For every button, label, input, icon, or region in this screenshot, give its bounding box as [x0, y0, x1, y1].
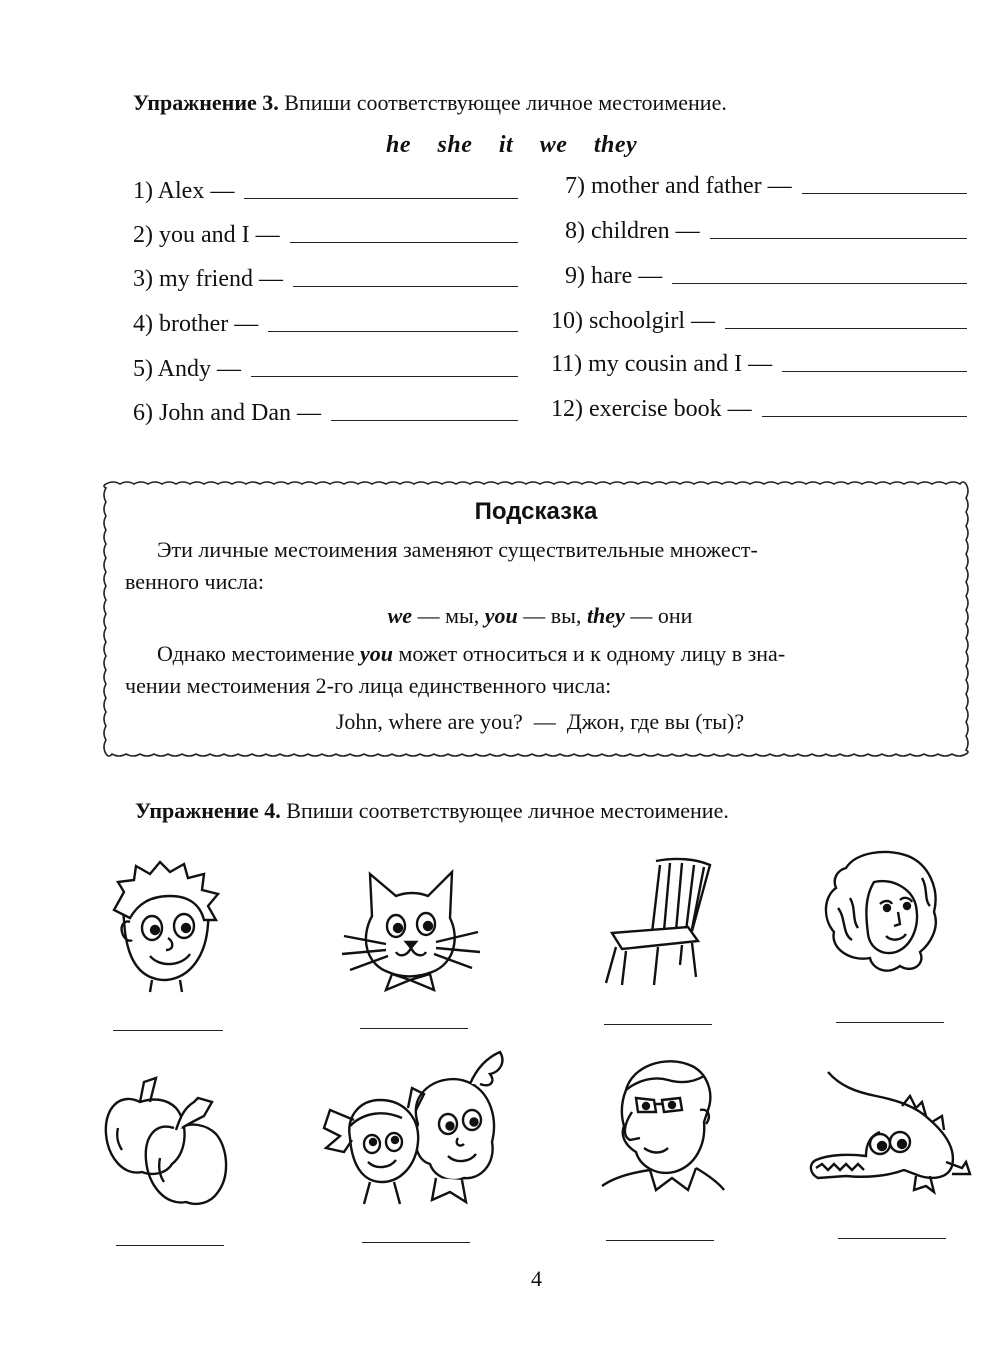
apples-picture	[100, 1072, 232, 1212]
hint-para2-line1	[125, 638, 955, 670]
ex3-item-label: 12) exercise book —	[551, 396, 752, 422]
answer-line[interactable]	[331, 420, 518, 421]
exercise4-title	[135, 798, 729, 824]
girls-picture	[320, 1048, 510, 1213]
ex3-item-10	[551, 308, 967, 335]
woman-picture	[816, 848, 946, 983]
ex3-item-label: 6) John and Dan —	[133, 400, 321, 426]
pronoun-it: it	[498, 132, 514, 158]
answer-line[interactable]	[290, 242, 518, 243]
man-picture	[596, 1050, 726, 1195]
answer-line[interactable]	[672, 283, 967, 284]
ex3-item-label: 3) my friend —	[133, 266, 283, 292]
pronoun-he: he	[386, 132, 411, 158]
boy-picture	[100, 860, 230, 995]
ex3-item-label: 11) my cousin and I —	[551, 351, 773, 377]
hint-para2-line2: чении местоимения 2-го лица единственного числа:	[125, 673, 612, 698]
chair-picture	[596, 855, 716, 990]
answer-line[interactable]	[710, 238, 967, 239]
answer-line[interactable]	[251, 376, 518, 377]
hint-para1-line1: Эти личные местоимения заменяют существительные множест-	[157, 537, 758, 562]
hint-we-ru: — мы,	[417, 603, 480, 628]
crocodile-picture	[806, 1066, 974, 1196]
answer-line-man[interactable]	[606, 1240, 714, 1241]
ex3-item-label: 9) hare —	[565, 263, 663, 289]
pronoun-they: they	[593, 132, 638, 158]
ex3-item-3	[133, 266, 518, 293]
ex3-item-8	[565, 218, 967, 245]
ex3-item-7	[565, 173, 967, 200]
hint-you-ru: — вы,	[523, 603, 582, 628]
page-number: 4	[531, 1266, 542, 1291]
ex3-item-5	[133, 356, 518, 383]
hint-title: Подсказка	[474, 498, 598, 525]
ex3-item-2	[133, 222, 518, 249]
answer-line-apples[interactable]	[116, 1245, 224, 1246]
answer-line-woman[interactable]	[836, 1022, 944, 1023]
exercise3-title	[133, 90, 727, 116]
answer-line-crocodile[interactable]	[838, 1238, 946, 1239]
ex3-item-label: 8) children —	[565, 218, 700, 244]
ex3-item-label: 4) brother —	[133, 311, 259, 337]
pronoun-we: we	[539, 132, 568, 158]
ex3-item-9	[565, 263, 967, 290]
hint-they: they	[586, 603, 625, 628]
answer-line[interactable]	[725, 328, 967, 329]
hint-they-ru: — они	[630, 603, 693, 628]
ex3-item-12	[551, 396, 967, 423]
answer-line[interactable]	[268, 331, 518, 332]
exercise4-label: Упражнение 4.	[135, 798, 281, 823]
answer-line[interactable]	[293, 286, 518, 287]
hint-body	[125, 534, 955, 738]
ex3-item-label: 2) you and I —	[133, 222, 280, 248]
hint-we: we	[387, 603, 413, 628]
hint-plural-list	[125, 600, 955, 632]
answer-line-girls[interactable]	[362, 1242, 470, 1243]
answer-line[interactable]	[802, 193, 967, 194]
ex3-item-label: 10) schoolgirl —	[551, 308, 715, 334]
answer-line-cat[interactable]	[360, 1028, 468, 1029]
exercise3-instruction: Впиши соответствующее личное местоимение.	[284, 90, 727, 115]
hint-para2-before: Однако местоимение	[157, 641, 355, 666]
answer-line[interactable]	[244, 198, 518, 199]
ex3-item-label: 7) mother and father —	[565, 173, 792, 199]
hint-para2-after: может относиться и к одному лицу в зна-	[398, 641, 786, 666]
exercise3-label: Упражнение 3.	[133, 90, 279, 115]
hint-para1-line2: венного числа:	[125, 569, 265, 594]
ex3-item-1	[133, 178, 518, 205]
hint-para2-word: you	[360, 641, 393, 666]
pronoun-list	[376, 132, 647, 159]
answer-line-boy[interactable]	[113, 1030, 223, 1031]
answer-line-chair[interactable]	[604, 1024, 712, 1025]
hint-you: you	[484, 603, 518, 628]
cat-picture	[336, 866, 486, 996]
ex3-item-label: 5) Andy —	[133, 356, 241, 382]
ex3-item-4	[133, 311, 518, 338]
exercise4-instruction: Впиши соответствующее личное местоимение.	[286, 798, 729, 823]
answer-line[interactable]	[782, 371, 967, 372]
hint-example: John, where are you? — Джон, где вы (ты)?	[335, 709, 745, 734]
ex3-item-6	[133, 400, 518, 427]
answer-line[interactable]	[762, 416, 967, 417]
pronoun-she: she	[437, 132, 473, 158]
ex3-item-label: 1) Alex —	[133, 178, 235, 204]
ex3-item-11	[551, 351, 967, 378]
